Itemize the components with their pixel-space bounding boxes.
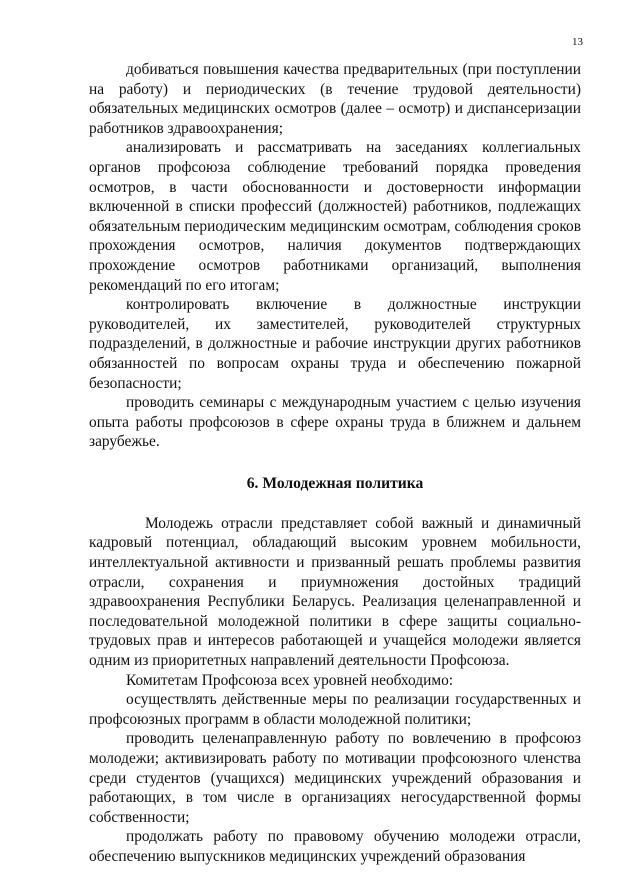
paragraph-seminars: проводить семинары с международным участием с целью изучения опыта работы профсоюзов в сфере охраны труда в ближнем и дальнем зарубежье. (89, 394, 581, 451)
section-heading: 6. Молодежная политика (246, 474, 424, 492)
page-content (89, 60, 581, 867)
list-item-legal-training: продолжать работу по правовому обучению молодежи отрасли, обеспечению выпускников медицинских учреждений образования (89, 828, 581, 865)
paragraph-youth-intro: Молодежь отрасли представляет собой важный и динамичный кадровый потенциал, обладающий высоким уровнем мобильности, интеллектуальной активности и призванный решать проблемы развития отрасли, сохранения и приумножения достойных традиций здравоохранения Республики Беларусь. Реализация целенаправленной и последовательной молодежной политики в сфере защиты социально-трудовых прав и интересов работающей и учащейся молодежи является одним из приоритетных направлений деятельности Профсоюза. (89, 514, 581, 670)
paragraph-medical-exams-quality: добиваться повышения качества предварительных (при поступлении на работу) и периодических (в течение трудовой деятельности) обязательных медицинских осмотров (далее – осмотр) и диспансеризации работников здравоохранения; (89, 61, 581, 137)
paragraph-analyze-compliance: анализировать и рассматривать на заседаниях коллегиальных органов профсоюза соблюдение требований порядка проведения осмотров, в части обоснованности и достоверности информации включенной в списки профессий (должностей) работников, подлежащих обязательным периодическим медицинским осмотрам, соблюдения сроков прохождения осмотров, наличия документов подтверждающих прохождение осмотров работниками организаций, выполнения рекомендаций по его итогам; (89, 139, 581, 294)
paragraph-committees-lead: Комитетам Профсоюза всех уровней необходимо: (126, 671, 454, 689)
page-number: 13 (572, 36, 583, 48)
list-item-programs: осуществлять действенные меры по реализации государственных и профсоюзных программ в области молодежной политики; (89, 691, 581, 728)
list-item-membership: проводить целенаправленную работу по вовлечению в профсоюз молодежи; активизировать работу по мотивации профсоюзного членства среди студентов (учащихся) медицинских учреждений образования и работающих, в том числе в организациях негосударственной формы собственности; (89, 730, 581, 826)
paragraph-job-instructions: контролировать включение в должностные инструкции руководителей, их заместителей, руководителей структурных подразделений, в должностные и рабочие инструкции других работников обязанностей по вопросам охраны труда и обеспечению пожарной безопасности; (89, 296, 581, 392)
